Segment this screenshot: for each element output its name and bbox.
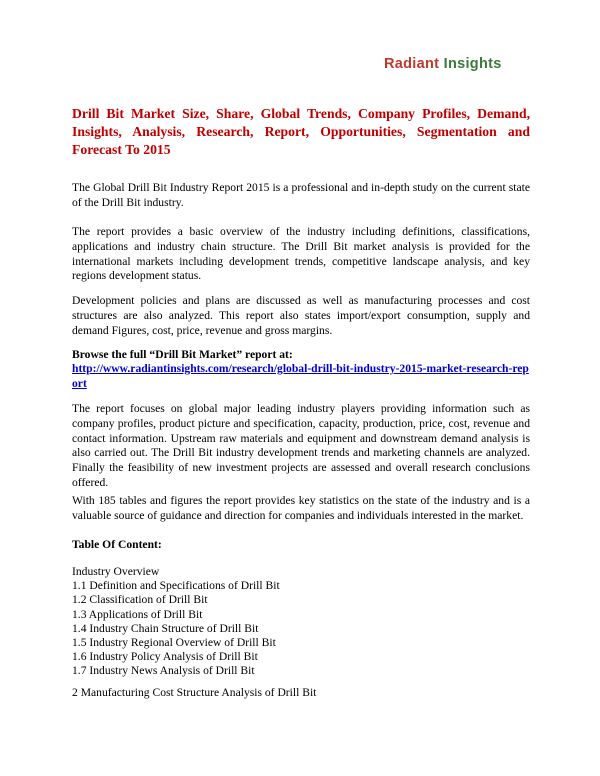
toc-section-2: 2 Manufacturing Cost Structure Analysis of Drill Bit bbox=[72, 686, 317, 699]
toc-list bbox=[72, 565, 280, 679]
intro-paragraph: The Global Drill Bit Industry Report 2015 is a professional and in-depth study on the current state of the Drill Bit industry. bbox=[72, 181, 530, 209]
toc-item: Industry Overview bbox=[72, 565, 160, 578]
toc-item: 1.6 Industry Policy Analysis of Drill Bit bbox=[72, 650, 258, 664]
browse-heading: Browse the full “Drill Bit Market” report at: bbox=[72, 348, 293, 361]
toc-item: 1.1 Definition and Specifications of Drill Bit bbox=[72, 579, 280, 593]
report-link[interactable]: http://www.radiantinsights.com/research/global-drill-bit-industry-2015-market-research-report bbox=[72, 362, 529, 390]
players-paragraph: The report focuses on global major leading industry players providing information such as company profiles, product picture and specification, capacity, production, price, cost, revenue and contact information. Upstream raw materials and equipment and downstream demand analysis is also carried out. The Drill Bit industry development trends and marketing channels are analyzed. Finally the feasibility of new investment projects are assessed and overall research conclusions offered. bbox=[72, 402, 530, 489]
toc-item: 1.5 Industry Regional Overview of Drill Bit bbox=[72, 636, 276, 650]
policy-paragraph: Development policies and plans are discussed as well as manufacturing processes and cost structures are also analyzed. This report also states import/export consumption, supply and demand Figures, cost, price, revenue and gross margins. bbox=[72, 294, 530, 337]
toc-item: 1.3 Applications of Drill Bit bbox=[72, 607, 203, 621]
report-title: Drill Bit Market Size, Share, Global Trends, Company Profiles, Demand, Insights, Analysis, Research, Report, Opportunities, Segmentation and Forecast To 2015 bbox=[72, 106, 530, 157]
overview-paragraph: The report provides a basic overview of the industry including definitions, classifications, applications and industry chain structure. The Drill Bit market analysis is provided for the international markets including development trends, competitive landscape analysis, and key regions development status. bbox=[72, 225, 530, 283]
toc-item: 1.7 Industry News Analysis of Drill Bit bbox=[72, 664, 255, 678]
toc-item: 1.4 Industry Chain Structure of Drill Bit bbox=[72, 621, 259, 635]
radiant-insights-logo bbox=[384, 56, 502, 72]
logo-word-radiant: Radiant bbox=[384, 56, 440, 72]
toc-item: 1.2 Classification of Drill Bit bbox=[72, 593, 208, 607]
statistics-paragraph: With 185 tables and figures the report provides key statistics on the state of the industry and is a valuable source of guidance and direction for companies and individuals interested in the market. bbox=[72, 494, 530, 522]
toc-heading: Table Of Content: bbox=[72, 538, 162, 551]
logo-word-insights: Insights bbox=[443, 56, 502, 72]
